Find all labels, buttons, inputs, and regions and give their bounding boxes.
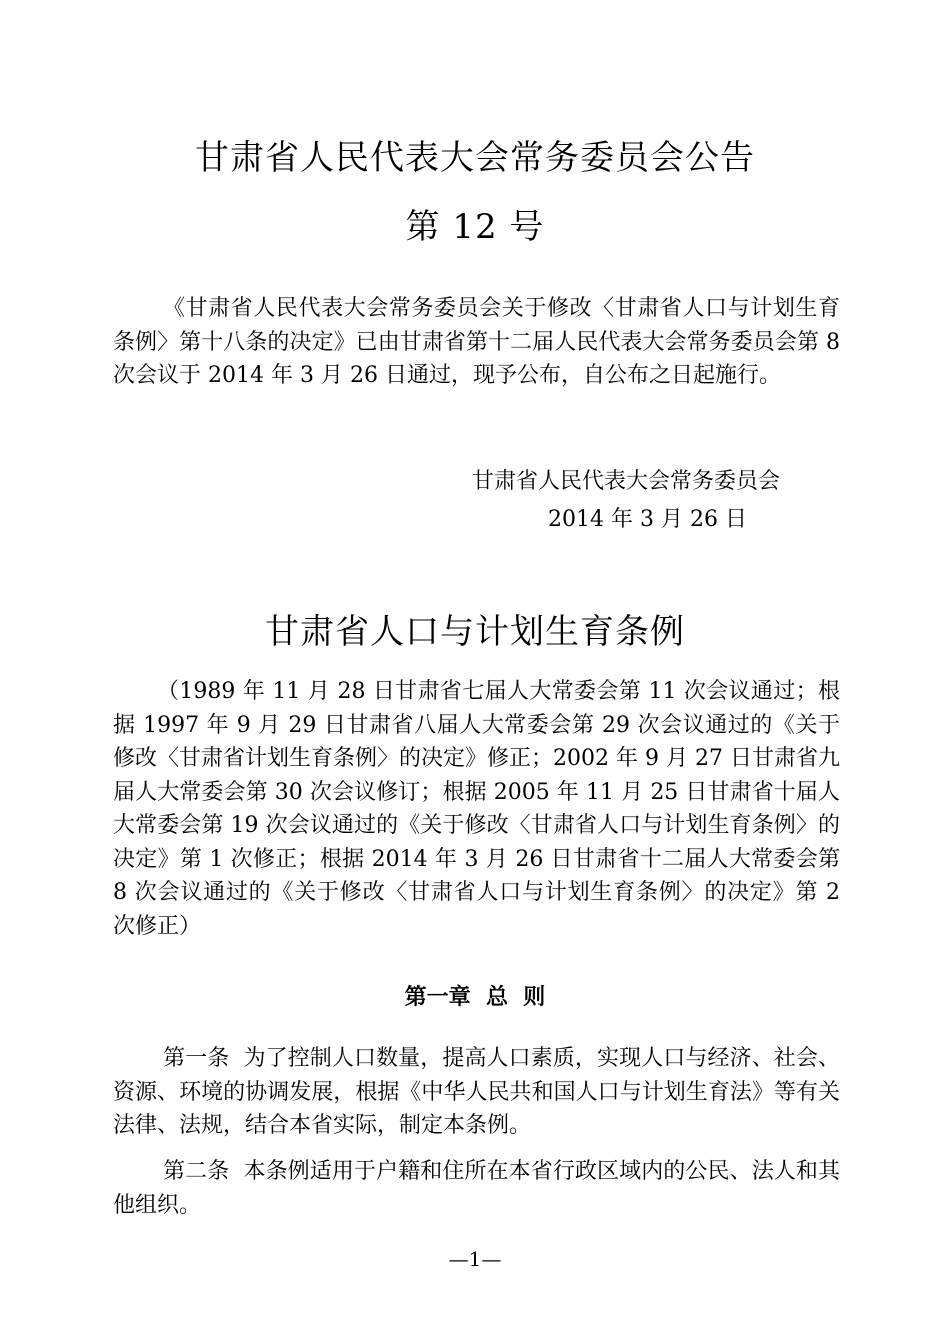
page-number: —1—	[448, 1247, 502, 1271]
regulation-history: （1989 年 11 月 28 日甘肃省七届人大常委会第 11 次会议通过；根据 1997 年 9 月 29 日甘肃省八届人大常委会第 29 次会议通过的《关于修改〈甘肃省计划生育条例〉的决定》修正；2002 年 9 月 27 日甘肃省九届人大常委会第 30 次会议修订；根据 2005 年 11 月 25 日甘肃省十届人大常委会第 19 次会议通过的《关于修改〈甘肃省人口与计划生育条例〉的决定》第 1 次修正；根据 2014 年 3 月 26 日甘肃省十二届人大常委会第 8 次会议通过的《关于修改〈甘肃省人口与计划生育条例〉的决定》第 2 次修正）	[113, 679, 840, 939]
signature-organization: 甘肃省人民代表大会常务委员会	[472, 469, 781, 494]
announcement-title: 甘肃省人民代表大会常务委员会公告	[195, 138, 755, 178]
signature-date: 2014 年 3 月 26 日	[548, 507, 747, 532]
announcement-number: 第 12 号	[405, 207, 545, 247]
regulation-title: 甘肃省人口与计划生育条例	[265, 612, 685, 652]
article-1: 第一条 为了控制人口数量，提高人口素质，实现人口与经济、社会、资源、环境的协调发展，根据《中华人民共和国人口与计划生育法》等有关法律、法规，结合本省实际，制定本条例。	[113, 1046, 840, 1138]
chapter-heading	[0, 983, 950, 1013]
announcement-body: 《甘肃省人民代表大会常务委员会关于修改〈甘肃省人口与计划生育条例〉第十八条的决定》已由甘肃省第十二届人民代表大会常务委员会第 8 次会议于 2014 年 3 月 26 日通过，现予公布，自公布之日起施行。	[113, 296, 840, 388]
chapter-heading-text: 第一章 总 则	[404, 985, 546, 1010]
article-2: 第二条 本条例适用于户籍和住所在本省行政区域内的公民、法人和其他组织。	[113, 1159, 840, 1218]
